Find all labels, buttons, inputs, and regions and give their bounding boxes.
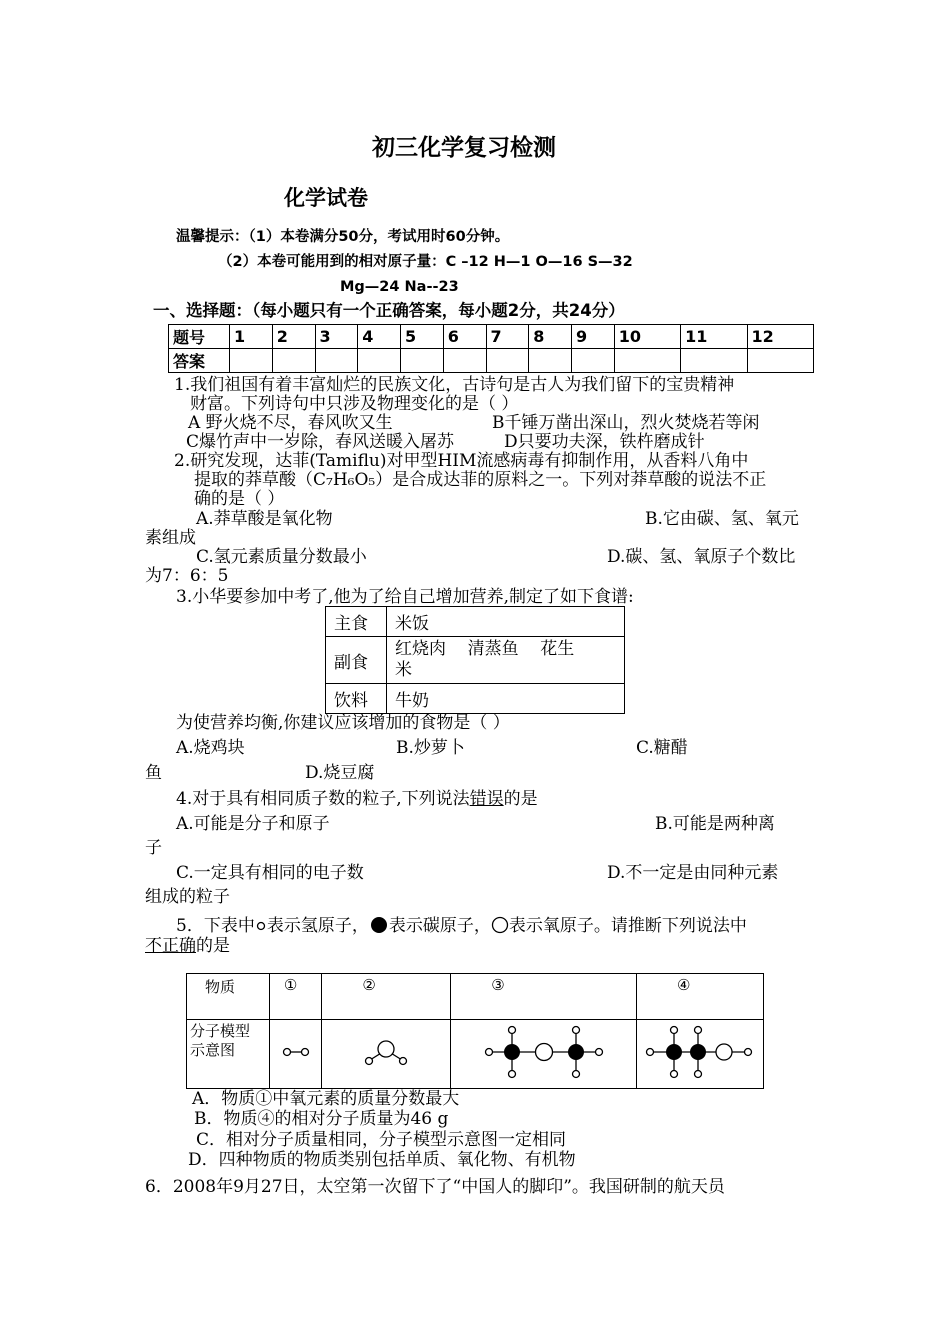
molecule-table-row-label-1: 分子模型 <box>190 1022 251 1040</box>
answer-table <box>168 324 814 373</box>
q4-option-d: D.不一定是由同种元素 <box>607 863 779 883</box>
molecule-1-icon <box>278 1044 314 1060</box>
answer-cell[interactable] <box>572 349 615 373</box>
answer-cell[interactable] <box>230 349 273 373</box>
answer-table-number: 5 <box>401 325 444 349</box>
q5-stem-underlined: 不正确 <box>145 936 196 956</box>
q5-stem <box>176 916 747 936</box>
tip-line-1: 温馨提示：（1）本卷满分50分，考试用时60分钟。 <box>176 229 510 245</box>
q4-option-b: B.可能是两种离 <box>655 814 775 834</box>
q4-option-c: C.一定具有相同的电子数 <box>176 863 364 883</box>
menu-key: 主食 <box>326 607 387 637</box>
answer-cell[interactable] <box>272 349 315 373</box>
q5-option-a: A．物质①中氧元素的质量分数最大 <box>192 1089 460 1109</box>
answer-cell[interactable] <box>443 349 486 373</box>
hydrogen-atom-icon <box>255 920 267 932</box>
tip-line-3: Mg—24 Na--23 <box>340 279 459 295</box>
q2-option-d: D.碳、氢、氧原子个数比 <box>607 547 796 567</box>
q1-option-d: D只要功夫深，铁杵磨成针 <box>504 432 705 452</box>
page-subtitle: 化学试卷 <box>284 186 368 210</box>
molecule-table-header-4: ④ <box>637 974 764 1020</box>
tip-line-2: （2）本卷可能用到的相对原子量：C –12 H—1 O—16 S—32 <box>218 254 633 270</box>
q1-stem-2: 财富。下列诗句中只涉及物理变化的是（ ） <box>190 394 519 414</box>
q1-option-b: B千锤万凿出深山，烈火焚烧若等闲 <box>492 413 760 433</box>
molecule-3-icon <box>479 1022 609 1082</box>
menu-key: 饮料 <box>326 684 387 714</box>
molecule-table-header-1: ① <box>269 974 321 1020</box>
answer-table-header-label: 题号 <box>169 325 230 349</box>
page-title: 初三化学复习检测 <box>372 135 556 161</box>
q4-option-a: A.可能是分子和原子 <box>176 814 330 834</box>
q4-stem <box>176 789 538 809</box>
q6-stem: 6．2008年9月27日，太空第一次留下了“中国人的脚印”。我国研制的航天员 <box>145 1177 725 1197</box>
section-heading: 一、选择题：（每小题只有一个正确答案，每小题2分，共24分） <box>153 301 625 320</box>
answer-table-number: 8 <box>529 325 572 349</box>
q2-stem-3: 确的是（ ） <box>194 489 285 509</box>
q4-stem-pre: 4.对于具有相同质子数的粒子,下列说法 <box>176 789 470 809</box>
answer-cell[interactable] <box>529 349 572 373</box>
q4-stem-underlined: 错误 <box>469 789 504 809</box>
molecule-table-row-label-2: 示意图 <box>190 1041 236 1059</box>
menu-value: 红烧肉 清蒸鱼 花生 <box>395 639 575 659</box>
q5-stem-2 <box>145 936 230 956</box>
answer-table-number: 1 <box>230 325 273 349</box>
oxygen-atom-icon <box>491 916 509 934</box>
q5-stem-part2: 表示氢原子， <box>266 916 369 936</box>
q3-stem: 3.小华要参加中考了,他为了给自己增加营养,制定了如下食谱: <box>176 587 634 607</box>
q5-stem-post: 的是 <box>196 936 230 956</box>
answer-table-number: 7 <box>486 325 529 349</box>
q2-option-d-cont: 为7：6：5 <box>145 566 229 586</box>
q4-option-d-cont: 组成的粒子 <box>145 887 230 907</box>
molecule-2-icon <box>356 1032 416 1072</box>
q5-option-d: D．四种物质的物质类别包括单质、氧化物、有机物 <box>188 1150 576 1170</box>
q4-option-b-cont: 子 <box>145 838 162 858</box>
answer-cell[interactable] <box>358 349 401 373</box>
q2-stem-1: 2.研究发现，达菲(Tamiflu)对甲型HIM流感病毒有抑制作用，从香料八角中 <box>174 451 749 471</box>
answer-table-number: 6 <box>443 325 486 349</box>
answer-table-number: 2 <box>272 325 315 349</box>
q5-option-b: B．物质④的相对分子质量为46 g <box>194 1109 449 1129</box>
answer-table-number: 10 <box>614 325 680 349</box>
q1-option-a: A 野火烧不尽，春风吹又生 <box>188 413 393 433</box>
answer-cell[interactable] <box>681 349 747 373</box>
q2-option-a: A.莽草酸是氧化物 <box>196 509 333 529</box>
q2-stem-2: 提取的莽草酸（C₇H₆O₅）是合成达菲的原料之一。下列对莽草酸的说法不正 <box>194 470 767 490</box>
q5-option-c: C．相对分子质量相同，分子模型示意图一定相同 <box>196 1130 567 1150</box>
q5-stem-part3: 表示碳原子， <box>388 916 491 936</box>
molecule-table-header-2: ② <box>322 974 451 1020</box>
q2-option-b: B.它由碳、氢、氧元 <box>645 509 799 529</box>
answer-cell[interactable] <box>614 349 680 373</box>
q5-stem-part4: 表示氧原子。请推断下列说法中 <box>508 916 747 936</box>
menu-value-cont: 米 <box>395 660 412 680</box>
q3-option-b: B.炒萝卜 <box>396 738 465 758</box>
q1-stem-1: 1.我们祖国有着丰富灿烂的民族文化，古诗句是古人为我们留下的宝贵精神 <box>174 375 735 395</box>
q2-option-b-cont: 素组成 <box>145 528 196 548</box>
answer-table-number: 11 <box>681 325 747 349</box>
menu-table <box>325 606 625 714</box>
q3-option-c: C.糖醋 <box>636 738 688 758</box>
answer-cell[interactable] <box>401 349 444 373</box>
answer-table-number: 3 <box>315 325 358 349</box>
q3-option-c-cont: 鱼 <box>145 763 162 783</box>
molecule-table-header-3: ③ <box>451 974 637 1020</box>
q3-option-a: A.烧鸡块 <box>176 738 245 758</box>
q3-option-d: D.烧豆腐 <box>305 763 375 783</box>
q4-stem-post: 的是 <box>503 789 538 809</box>
molecule-table <box>186 973 764 1089</box>
q3-question: 为使营养均衡,你建议应该增加的食物是（ ） <box>176 713 510 733</box>
answer-table-number: 9 <box>572 325 615 349</box>
menu-value: 米饭 <box>387 607 625 637</box>
q5-stem-part1: 5．下表中 <box>176 916 255 936</box>
answer-cell[interactable] <box>747 349 814 373</box>
answer-table-number: 4 <box>358 325 401 349</box>
answer-cell[interactable] <box>486 349 529 373</box>
answer-table-answer-label: 答案 <box>169 349 230 373</box>
carbon-atom-icon <box>369 916 389 934</box>
menu-key: 副食 <box>326 637 387 684</box>
menu-value: 牛奶 <box>387 684 625 714</box>
molecule-4-icon <box>640 1022 760 1082</box>
q1-option-c: C爆竹声中一岁除，春风送暖入屠苏 <box>186 432 455 452</box>
molecule-table-header-substance: 物质 <box>187 974 270 1020</box>
answer-cell[interactable] <box>315 349 358 373</box>
answer-table-number: 12 <box>747 325 814 349</box>
q2-option-c: C.氢元素质量分数最小 <box>196 547 367 567</box>
